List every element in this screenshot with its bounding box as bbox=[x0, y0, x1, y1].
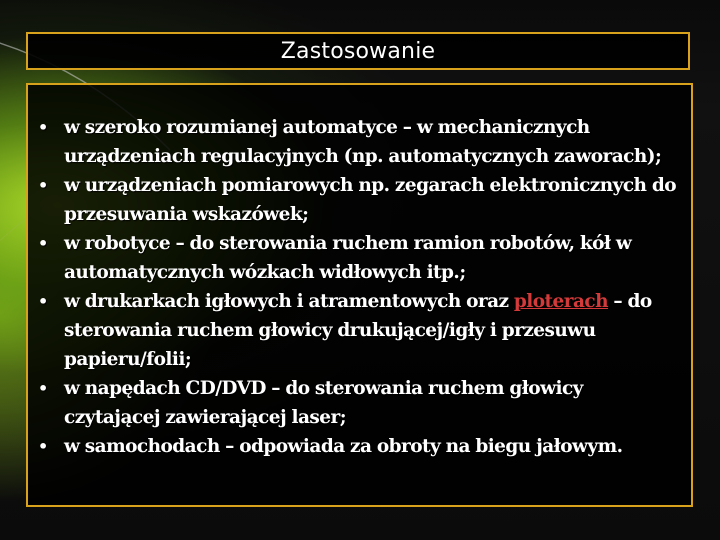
bullet-list bbox=[28, 85, 691, 461]
bullet-text: w robotyce – do sterowania ruchem ramion robotów, kół w automatycznych wózkach widłowych itp.; bbox=[64, 233, 632, 283]
bullet-item bbox=[36, 171, 679, 229]
bullet-item bbox=[36, 229, 679, 287]
bullet-icon: • bbox=[38, 437, 48, 456]
content-box bbox=[26, 83, 693, 507]
bullet-icon: • bbox=[38, 118, 48, 137]
bullet-item bbox=[36, 113, 679, 171]
bullet-text: w urządzeniach pomiarowych np. zegarach elektronicznych do przesuwania wskazówek; bbox=[64, 175, 677, 225]
ploterach-link[interactable]: ploterach bbox=[513, 291, 609, 312]
bullet-icon: • bbox=[38, 379, 48, 398]
bullet-icon: • bbox=[38, 292, 48, 311]
bullet-item bbox=[36, 287, 679, 374]
bullet-item bbox=[36, 432, 679, 461]
slide-title: Zastosowanie bbox=[280, 38, 436, 64]
bullet-text-after-link: – do sterowania ruchem głowicy drukującej/igły i przesuwu papieru/folii; bbox=[64, 291, 652, 370]
bullet-icon: • bbox=[38, 234, 48, 253]
bullet-text: w samochodach – odpowiada za obroty na biegu jałowym. bbox=[64, 436, 623, 457]
bullet-text: w napędach CD/DVD – do sterowania ruchem głowicy czytającej zawierającej laser; bbox=[64, 378, 583, 428]
bullet-text: w szeroko rozumianej automatyce – w mechanicznych urządzeniach regulacyjnych (np. automatycznych zaworach); bbox=[64, 117, 662, 167]
title-box bbox=[26, 32, 690, 70]
bullet-text-before-link: w drukarkach igłowych i atramentowych oraz bbox=[64, 291, 514, 312]
bullet-item bbox=[36, 374, 679, 432]
bullet-icon: • bbox=[38, 176, 48, 195]
